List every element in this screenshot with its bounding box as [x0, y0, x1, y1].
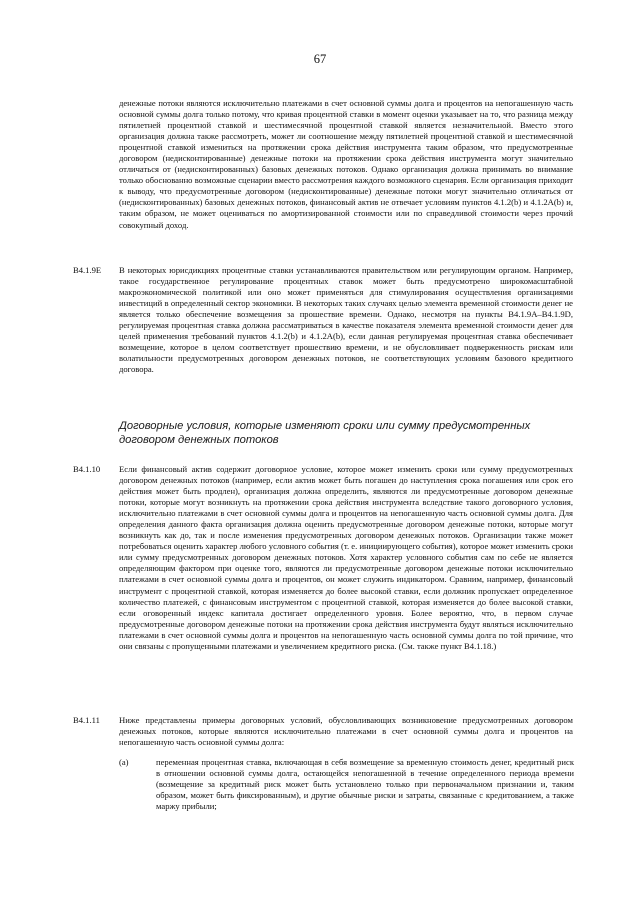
- intro-paragraph: денежные потоки являются исключительно платежами в счет основной суммы долга и процентов на непогашенную часть основной суммы долга только потому, что кривая процентной ставки в момент оценки указывает на то, что разница между пятилетней процентной ставкой и шестимесячной процентной ставкой является незначительной. Вместо этого организация должна также рассмотреть, может ли соотношение между пятилетней процентной ставкой и шестимесячной процентной ставкой измениться на протяжении срока действия инструмента таким образом, что предусмотренные договором (недисконтированные) денежные потоки на протяжении срока действия инструмента могут значительно отличаться от (недисконтированных) базовых денежных потоков. Однако организация должна принимать во внимание только обоснованно возможные сценарии вместо рассмотрения каждого возможного сценария. Если организация приходит к выводу, что предусмотренные договором (недисконтированные) денежные потоки могут значительно отличаться от (недисконтированных) базовых денежных потоков, финансовый актив не отвечает условиям пунктов 4.1.2(b) и 4.1.2A(b) и, таким образом, не может оцениваться по амортизированной стоимости или по справедливой стоимости через прочий совокупный доход.: [119, 98, 573, 230]
- paragraph-number: B4.1.10: [73, 464, 101, 474]
- intro-paragraph-block: [73, 98, 573, 231]
- list-text: переменная процентная ставка, включающая в себя возмещение за временную стоимость денег, кредитный риск в отношении основной суммы долга, остающейся непогашенной в течение определенного периода времени (возмещение за кредитный риск может быть установлено только при первоначальном признании и, таким образом, может быть фиксированным), и другие обычные риски и затраты, связанные с кредитованием, а также маржу прибыли;: [156, 757, 574, 812]
- paragraph-b4-1-11: [73, 715, 573, 748]
- paragraph-number: B4.1.9E: [73, 265, 102, 275]
- list-item-a: [119, 757, 574, 812]
- paragraph-b4-1-10: [73, 464, 573, 652]
- section-heading: Договорные условия, которые изменяют сроки или сумму предусмотренных договором денежных потоков: [119, 420, 531, 446]
- paragraph-b4-1-9e: [73, 265, 573, 375]
- paragraph-number: B4.1.11: [73, 715, 100, 725]
- paragraph-text: В некоторых юрисдикциях процентные ставки устанавливаются правительством или регулирующим органом. Например, такое государственное регулирование процентных ставок может быть предусмотрено широкомасштабной макроэкономической политикой или оно может применяться для стимулирования осуществления организациями инвестиций в определенный сектор экономики. В некоторых таких случаях целью элемента временной стоимости денег не является только обеспечение возмещения за прошествие времени. Однако, несмотря на пункты B4.1.9A–B4.1.9D, регулируемая процентная ставка должна рассматриваться в качестве показателя элемента временной стоимости денег для целей применения требований пунктов 4.1.2(b) и 4.1.2A(b), если данная регулируемая процентная ставка обеспечивает возмещение, которое в целом соответствует прошествию времени, и не обусловливает подверженность рискам или волатильности предусмотренных договором денежных потоков, не соответствующих условиям базового кредитного договора.: [119, 265, 573, 375]
- paragraph-text: Если финансовый актив содержит договорное условие, которое может изменить сроки или сумму предусмотренных договором денежных потоков (например, если актив может быть погашен до наступления срока погашения или срок его действия может быть продлен), организация должна определить, являются ли предусмотренные договором денежные потоки, которые могут возникнуть на протяжении срока действия инструмента вследствие такого договорного условия, исключительно платежами в счет основной суммы долга и процентов на непогашенную часть основной суммы долга. Для определения данного факта организация должна оценить предусмотренные договором денежные потоки, которые могут возникнуть как до, так и после изменения предусмотренных договором денежных потоков. Организации также может потребоваться оценить характер любого условного события (т. е. инициирующего события), которое может изменить сроки или сумму предусмотренных договором денежных потоков. Хотя характер условного события сам по себе не является определяющим фактором при оценке того, являются ли предусмотренные договором денежные потоки исключительно платежами в счет основной суммы долга и процентов, он может служить индикатором. Сравним, например, финансовый инструмент с процентной ставкой, которая изменяется до более высокой ставки, если должник пропускает определенное количество платежей, с финансовым инструментом с процентной ставкой, которая изменяется до более высокой ставки, если оговоренный индекс капитала достигает определенного уровня. Более вероятно, что, в первом случае предусмотренные договором денежные потоки на протяжении срока действия инструмента будут являться исключительно платежами в счет основной суммы долга и процентов на непогашенную часть основной суммы долга по той причине, что они связаны с пропущенными платежами и увеличением кредитного риска. (См. также пункт B4.1.18.): [119, 464, 573, 651]
- paragraph-text: Ниже представлены примеры договорных условий, обусловливающих возникновение предусмотренных договором денежных потоков, которые являются исключительно платежами в счет основной суммы долга и процентов на непогашенную часть основной суммы долга:: [119, 715, 573, 748]
- page-number: 67: [313, 52, 327, 66]
- list-marker: (a): [119, 757, 129, 767]
